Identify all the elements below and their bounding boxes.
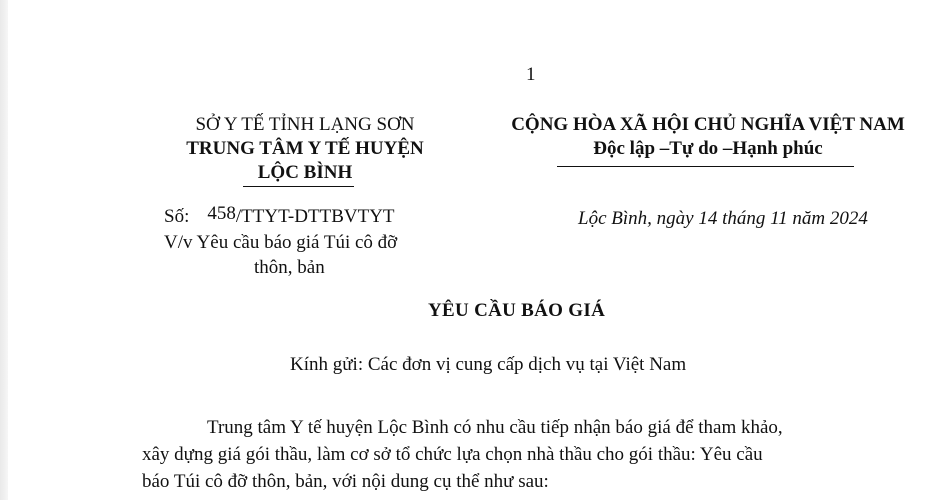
document-number-code: /TTYT-DTTBVTYT [235,206,395,227]
document-number-label: Số: [164,206,190,227]
agency-parent-name: SỞ Y TẾ TỈNH LẠNG SƠN [195,114,415,135]
national-title: CỘNG HÒA XÃ HỘI CHỦ NGHĨA VIỆT NAM [511,114,905,135]
document-number-value: 458 [207,203,236,224]
place-and-date: Lộc Bình, ngày 14 tháng 11 năm 2024 [578,208,868,229]
national-motto: Độc lập –Tự do –Hạnh phúc [593,138,823,159]
issuing-agency-header [150,113,460,185]
national-motto-header [478,113,938,161]
agency-name-line2: LỘC BÌNH [257,162,353,183]
agency-underline [243,186,354,187]
recipient-line: Kính gửi: Các đơn vị cung cấp dịch vụ tại Việt Nam [290,354,687,375]
subject-line2: thôn, bản [254,257,325,278]
document-number [164,203,395,228]
agency-name-line1: TRUNG TÂM Y TẾ HUYỆN [186,138,424,159]
body-paragraph [142,414,934,495]
body-line: xây dựng giá gói thầu, làm cơ sở tổ chức lựa chọn nhà thầu cho gói thầu: Yêu cầu [142,444,763,465]
page-edge-shadow [0,0,8,500]
motto-underline [557,166,854,167]
body-line: báo Túi cô đỡ thôn, bản, với nội dung cụ thể như sau: [142,471,549,492]
page-number: 1 [526,64,536,85]
subject-line1: V/v Yêu cầu báo giá Túi cô đỡ [164,232,398,253]
document-title: YÊU CẦU BÁO GIÁ [428,300,606,321]
body-line: Trung tâm Y tế huyện Lộc Bình có nhu cầu tiếp nhận báo giá để tham khảo, [207,417,783,438]
